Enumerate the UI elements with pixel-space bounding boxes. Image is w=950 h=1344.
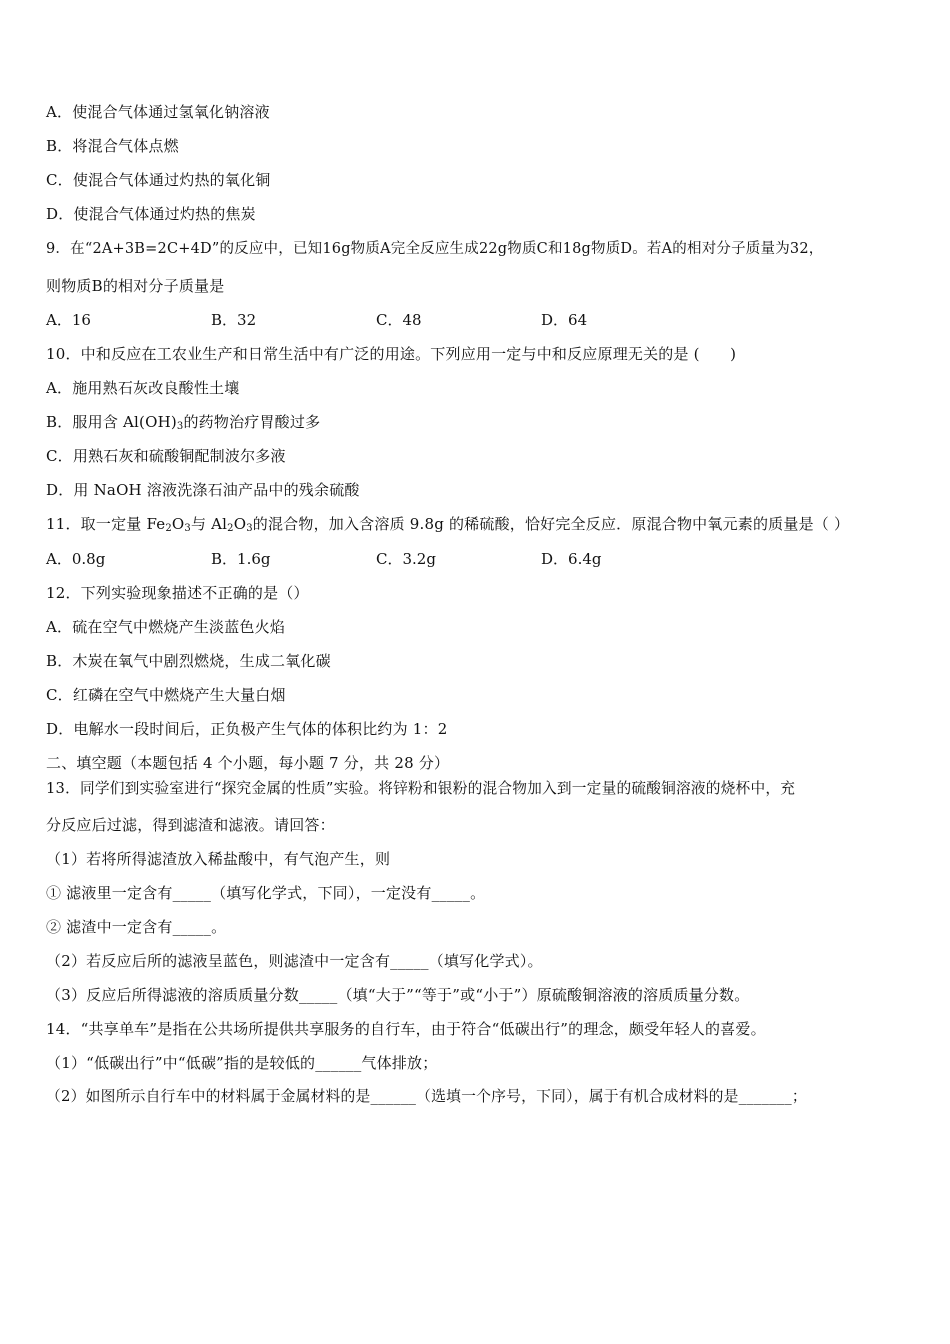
q11-option-c: C．3.2g <box>376 550 436 568</box>
q10-stem: 10．中和反应在工农业生产和日常生活中有广泛的用途。下列应用一定与中和反应原理无关的是 ( ) <box>46 345 737 363</box>
q14-part2: （2）如图所示自行车中的材料属于金属材料的是______（选填一个序号，下同），属于有机合成材料的是_______； <box>46 1088 807 1105</box>
q10-option-c: C．用熟石灰和硫酸铜配制波尔多液 <box>46 447 286 465</box>
q10-option-b-pre: B．服用含 Al(OH) <box>46 413 177 431</box>
q11-sub3: 2 <box>227 523 234 534</box>
q9-option-c: C．48 <box>376 311 422 329</box>
q11-stem-part4: O <box>233 515 247 533</box>
q11-option-a: A．0.8g <box>46 550 106 568</box>
q11-stem <box>46 514 849 534</box>
q8-option-c: C．使混合气体通过灼热的氧化铜 <box>46 171 271 189</box>
q9-option-d: D．64 <box>541 311 588 329</box>
q13-part2: （2）若反应后所的滤液呈蓝色，则滤渣中一定含有_____（填写化学式）。 <box>46 952 543 970</box>
q12-option-b: B．木炭在氧气中剧烈燃烧，生成二氧化碳 <box>46 652 331 670</box>
q9-stem-line2: 则物质B的相对分子质量是 <box>46 277 225 295</box>
q11-sub4: 3 <box>246 523 253 534</box>
q9-option-a: A．16 <box>46 311 91 329</box>
q10-option-d: D．用 NaOH 溶液洗涤石油产品中的残余硫酸 <box>46 481 360 499</box>
q11-stem-part5: 的混合物，加入含溶质 9.8g 的稀硫酸，恰好完全反应．原混合物中氧元素的质量是（ ） <box>252 515 850 533</box>
q11-sub2: 3 <box>184 523 191 534</box>
section-heading: 二、填空题（本题包括 4 个小题，每小题 7 分，共 28 分） <box>46 754 450 772</box>
q13-stem-line1: 13．同学们到实验室进行“探究金属的性质”实验。将锌粉和银粉的混合物加入到一定量的硫酸铜溶液的烧杯中，充 <box>46 780 796 797</box>
q11-option-d: D．6.4g <box>541 550 602 568</box>
q9-stem-line1: 9．在“2A+3B=2C+4D”的反应中，已知16g物质A完全反应生成22g物质C和18g物质D。若A的相对分子质量为32， <box>46 241 824 257</box>
q8-option-a: A．使混合气体通过氢氧化钠溶液 <box>46 103 270 121</box>
q13-part1: （1）若将所得滤渣放入稀盐酸中，有气泡产生，则 <box>46 850 391 868</box>
q8-option-d: D．使混合气体通过灼热的焦炭 <box>46 205 256 223</box>
q11-stem-part1: 11．取一定量 Fe <box>46 515 166 533</box>
q8-option-b: B．将混合气体点燃 <box>46 137 179 155</box>
q14-stem: 14．“共享单车”是指在公共场所提供共享服务的自行车，由于符合“低碳出行”的理念，颇受年轻人的喜爱。 <box>46 1020 766 1038</box>
q13-part1-a: ① 滤液里一定含有_____（填写化学式，下同），一定没有_____。 <box>46 884 486 902</box>
q13-stem-line2: 分反应后过滤，得到滤渣和滤液。请回答： <box>46 816 335 834</box>
q12-option-d: D．电解水一段时间后，正负极产生气体的体积比约为 1：2 <box>46 720 448 738</box>
q14-part1: （1）“低碳出行”中“低碳”指的是较低的______气体排放； <box>46 1054 438 1072</box>
q12-option-a: A．硫在空气中燃烧产生淡蓝色火焰 <box>46 618 286 636</box>
q12-option-c: C．红磷在空气中燃烧产生大量白烟 <box>46 686 286 704</box>
q10-option-b <box>46 412 320 432</box>
q11-stem-part2: O <box>171 515 185 533</box>
q13-part1-b: ② 滤渣中一定含有_____。 <box>46 918 227 936</box>
q10-option-b-sub: 3 <box>176 421 184 432</box>
q10-option-b-post: 的药物治疗胃酸过多 <box>183 413 321 431</box>
q11-option-b: B．1.6g <box>211 550 271 568</box>
q11-sub1: 2 <box>165 523 172 534</box>
q9-option-b: B．32 <box>211 311 257 329</box>
q11-stem-part3: 与 Al <box>190 515 228 533</box>
q13-part3: （3）反应后所得滤液的溶质质量分数_____（填“大于”“等于”或“小于”）原硫酸铜溶液的溶质质量分数。 <box>46 986 750 1004</box>
q12-stem: 12．下列实验现象描述不正确的是（） <box>46 584 309 602</box>
q10-option-a: A．施用熟石灰改良酸性土壤 <box>46 379 240 397</box>
